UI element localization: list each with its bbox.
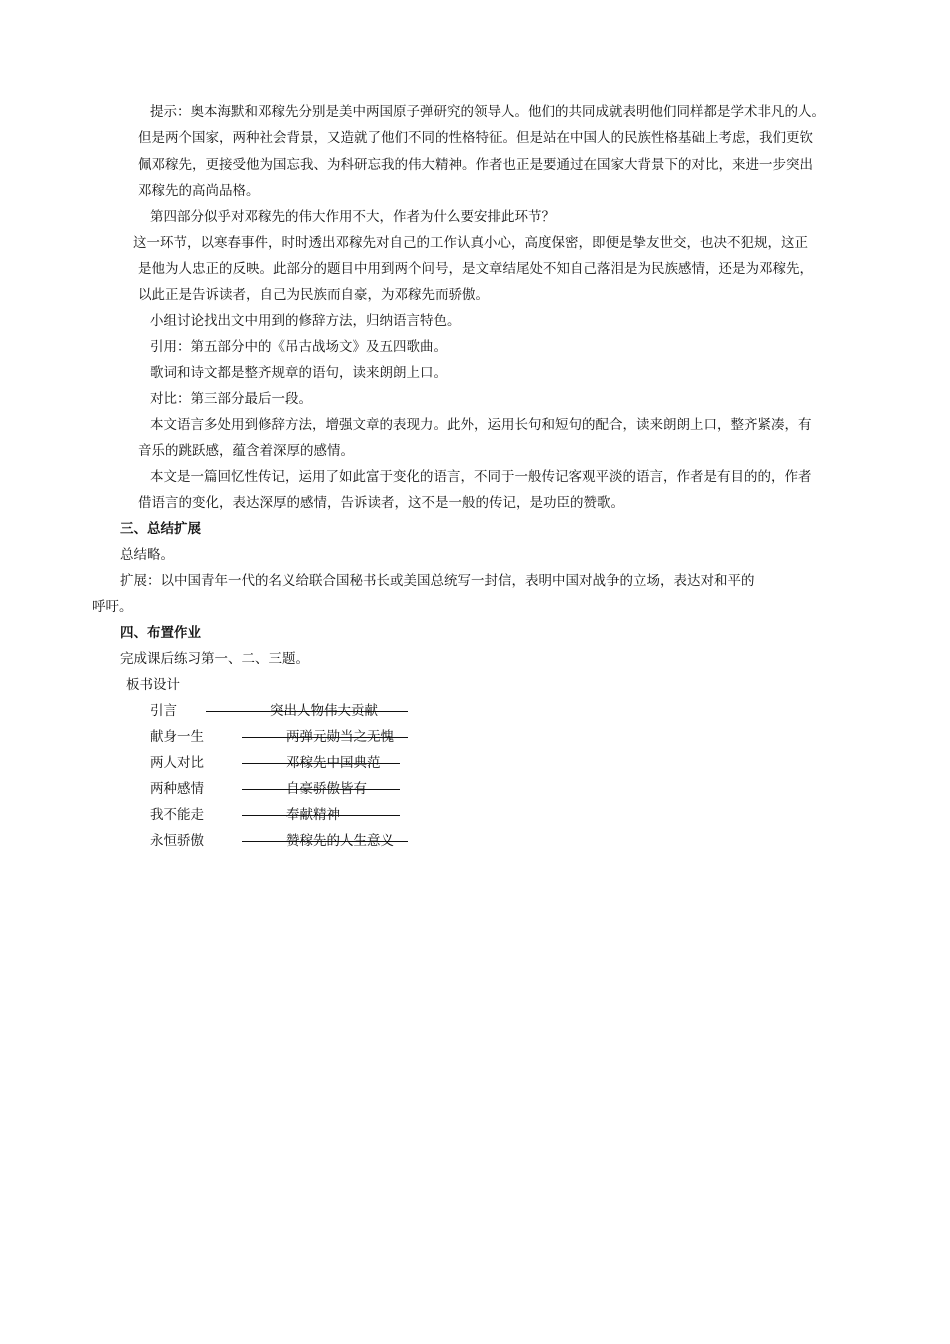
board-connector-line bbox=[242, 763, 400, 764]
paragraph-part4-line-1: 这一环节，以寒春事件，时时透出邓稼先对自己的工作认真小心，高度保密，即便是挚友世交，也决不犯规，这正 bbox=[133, 235, 808, 251]
section-4-heading: 四、布置作业 bbox=[120, 625, 201, 641]
board-connector-line bbox=[242, 737, 408, 738]
question-part4: 第四部分似乎对邓稼先的伟大作用不大，作者为什么要安排此环节？ bbox=[150, 209, 555, 225]
paragraph-biography-line-2: 借语言的变化，表达深厚的感情，告诉读者，这不是一般的传记，是功臣的赞歌。 bbox=[138, 495, 624, 511]
lyrics-note: 歌词和诗文都是整齐规章的语句，读来朗朗上口。 bbox=[150, 365, 447, 381]
board-connector-line bbox=[242, 789, 400, 790]
board-row-left: 献身一生 bbox=[150, 729, 204, 745]
board-row-right: 奉献精神 bbox=[286, 807, 340, 823]
board-row-right: 邓稼先中国典范 bbox=[286, 755, 381, 771]
group-discussion: 小组讨论找出文中用到的修辞方法，归纳语言特色。 bbox=[150, 313, 461, 329]
board-row bbox=[150, 727, 420, 749]
summary-text: 总结略。 bbox=[120, 547, 174, 563]
board-row-left: 我不能走 bbox=[150, 807, 204, 823]
board-design-title: 板书设计 bbox=[126, 677, 180, 693]
board-connector-line bbox=[242, 815, 400, 816]
quote-note: 引用：第五部分中的《吊古战场文》及五四歌曲。 bbox=[150, 339, 447, 355]
board-row-right: 赞稼先的人生意义 bbox=[286, 833, 394, 849]
board-row-left: 引言 bbox=[150, 703, 177, 719]
paragraph-biography-line-1: 本文是一篇回忆性传记，运用了如此富于变化的语言，不同于一般传记客观平淡的语言，作者是有目的的，作者 bbox=[150, 469, 812, 485]
paragraph-part4-line-3: 以此正是告诉读者，自己为民族而自豪，为邓稼先而骄傲。 bbox=[138, 287, 489, 303]
section-3-heading: 三、总结扩展 bbox=[120, 521, 201, 537]
board-row-right: 两弹元勋当之无愧 bbox=[286, 729, 394, 745]
board-row bbox=[150, 831, 420, 853]
board-connector-line bbox=[242, 841, 408, 842]
paragraph-hint-line-4: 邓稼先的高尚品格。 bbox=[138, 183, 260, 199]
board-row-left: 两人对比 bbox=[150, 755, 204, 771]
board-row-right: 自豪骄傲皆有 bbox=[286, 781, 367, 797]
board-row-left: 两种感情 bbox=[150, 781, 204, 797]
extend-text-line-2: 呼吁。 bbox=[92, 599, 133, 615]
paragraph-language-line-2: 音乐的跳跃感，蕴含着深厚的感情。 bbox=[138, 443, 354, 459]
board-row-right: 突出人物伟大贡献 bbox=[270, 703, 378, 719]
board-row bbox=[150, 805, 420, 827]
board-row bbox=[150, 779, 420, 801]
board-row bbox=[150, 701, 420, 723]
paragraph-language-line-1: 本文语言多处用到修辞方法，增强文章的表现力。此外，运用长句和短句的配合，读来朗朗上口，整齐紧凑，有 bbox=[150, 417, 812, 433]
paragraph-part4-line-2: 是他为人忠正的反映。此部分的题目中用到两个问号，是文章结尾处不知自己落泪是为民族感情，还是为邓稼先， bbox=[138, 261, 813, 277]
board-row bbox=[150, 753, 420, 775]
extend-text-line-1: 扩展：以中国青年一代的名义给联合国秘书长或美国总统写一封信，表明中国对战争的立场，表达对和平的 bbox=[120, 573, 755, 589]
contrast-note: 对比：第三部分最后一段。 bbox=[150, 391, 312, 407]
homework-text: 完成课后练习第一、二、三题。 bbox=[120, 651, 309, 667]
board-connector-line bbox=[206, 711, 408, 712]
paragraph-hint-line-2: 但是两个国家，两种社会背景，又造就了他们不同的性格特征。但是站在中国人的民族性格基础上考虑，我们更钦 bbox=[138, 130, 813, 146]
paragraph-hint-line-1: 提示：奥本海默和邓稼先分别是美中两国原子弹研究的领导人。他们的共同成就表明他们同样都是学术非凡的人。 bbox=[150, 104, 825, 120]
board-row-left: 永恒骄傲 bbox=[150, 833, 204, 849]
paragraph-hint-line-3: 佩邓稼先，更接受他为国忘我、为科研忘我的伟大精神。作者也正是要通过在国家大背景下的对比，来进一步突出 bbox=[138, 157, 813, 173]
